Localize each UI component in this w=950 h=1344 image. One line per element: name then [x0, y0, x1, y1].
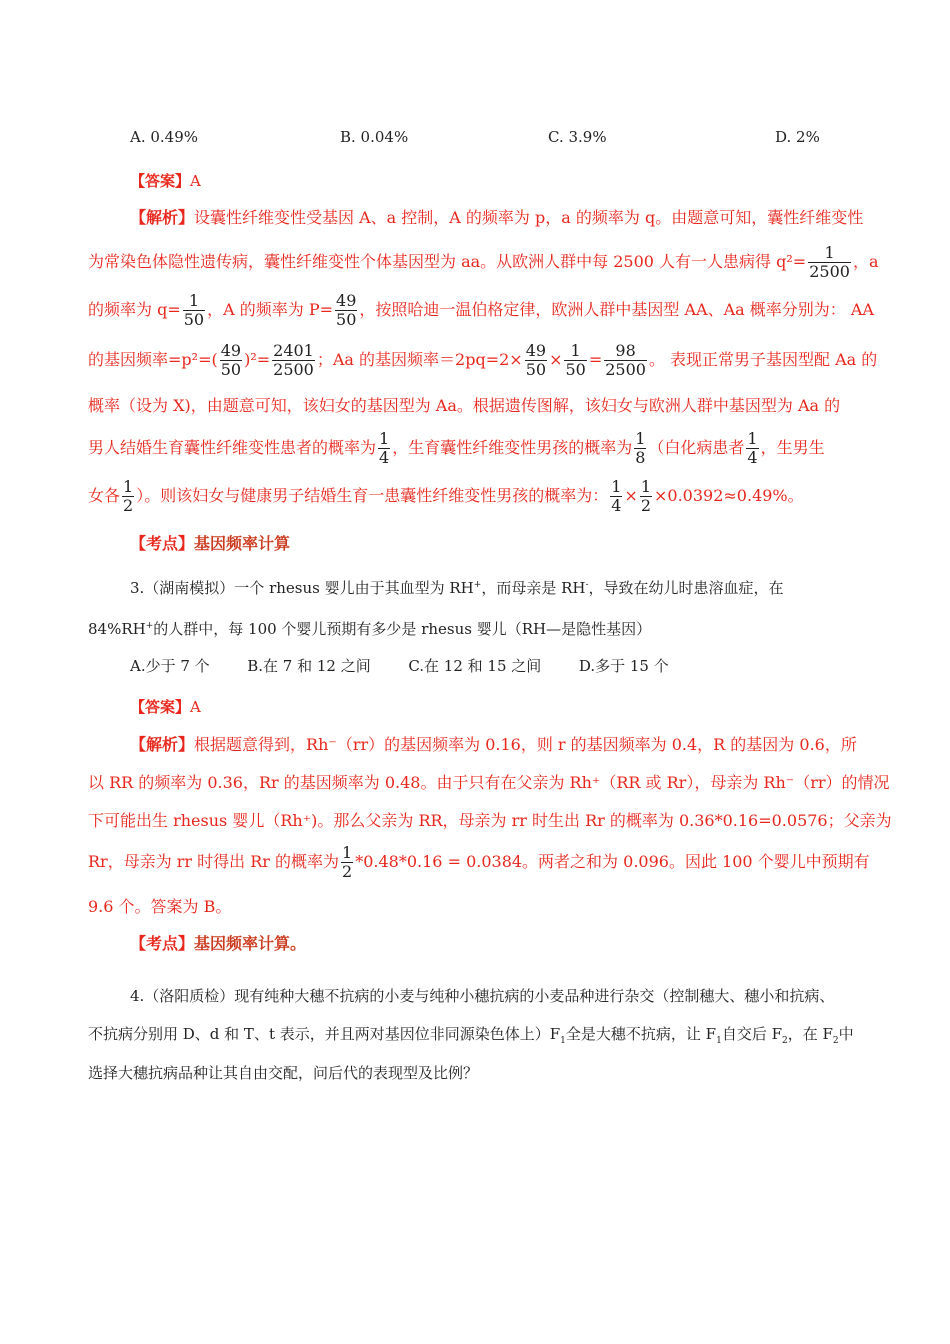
option-b: B. 0.04%	[340, 128, 409, 146]
fraction: $\frac{1}{50}$	[565, 341, 586, 379]
analysis-line-5: 概率（设为 X)，由题意可知，该妇女的基因型为 Aa。根据遗传图解，该妇女与欧洲人群中基因型为 Aa 的	[88, 396, 841, 415]
analysis-tag: 【解析】	[130, 208, 195, 227]
knowledge-point-text: 基因频率计算	[194, 534, 291, 553]
answer-line	[130, 697, 201, 717]
option-b: B.在 7 和 12 之间	[247, 657, 371, 675]
knowledge-point-line	[130, 534, 290, 554]
question-4-line-1: 4.（洛阳质检）现有纯种大穗不抗病的小麦与纯种小穗抗病的小麦品种进行杂交（控制穗大、穗小和抗病、	[130, 987, 835, 1005]
analysis-tag: 【解析】	[130, 735, 195, 754]
question-4-line-3: 选择大穗抗病品种让其自由交配，问后代的表现型及比例？	[88, 1064, 479, 1082]
analysis-line-2	[88, 242, 878, 282]
analysis-line-3: 下可能出生 rhesus 婴儿（Rh⁺)。那么父亲为 RR，母亲为 rr 时生出 Rr 的概率为 0.36*0.16=0.0576；父亲为	[88, 811, 892, 830]
option-c: C.在 12 和 15 之间	[408, 657, 542, 675]
fraction: $\frac{2401}{2500}$	[273, 341, 314, 379]
fraction: $\frac{98}{2500}$	[605, 341, 646, 379]
knowledge-point-text: 基因频率计算。	[194, 934, 307, 953]
option-a: A.少于 7 个	[130, 657, 210, 675]
answer-value: A	[190, 172, 201, 190]
fraction: $\frac{1}{4}$	[747, 429, 758, 467]
fraction: $\frac{1}{50}$	[183, 291, 205, 329]
option-c: C. 3.9%	[548, 128, 607, 146]
knowledge-point-tag: 【考点】	[130, 534, 195, 553]
option-d: D. 2%	[775, 128, 820, 146]
analysis-line-7: 女各 $\frac{1}{2}$ ）。则该妇女与健康男子结婚生育一患囊性纤维变性男孩的概率为： $\frac{1}{4}$ × $\frac{1}{2}$ ×0.0392≈0.49%。	[88, 477, 804, 515]
fraction: $\frac{1}{2500}$	[809, 243, 850, 281]
analysis-line-5: 9.6 个。答案为 B。	[88, 897, 232, 916]
analysis-line-1	[130, 208, 863, 228]
answer-tag: 【答案】	[130, 698, 191, 716]
fraction: $\frac{1}{2}$	[342, 843, 353, 881]
fraction: $\frac{49}{50}$	[336, 291, 357, 329]
option-d: D.多于 15 个	[578, 657, 669, 675]
fraction: $\frac{1}{4}$	[611, 477, 622, 515]
knowledge-point-tag: 【考点】	[130, 934, 195, 953]
analysis-line-3: 的频率为 q= $\frac{1}{50}$ ，A 的频率为 P= $\frac{49}{50}$ ，按照哈迪一温伯格定律，欧洲人群中基因型 AA、Aa 概率分别为： AA	[88, 291, 874, 329]
analysis-line-6: 男人结婚生育囊性纤维变性患者的概率为 $\frac{1}{4}$ ，生育囊性纤维变性男孩的概率为 $\frac{1}{8}$ （白化病患者 $\frac{1}{4}$ ，生男生	[88, 429, 825, 467]
answer-line	[130, 171, 201, 191]
analysis-line-1: 【解析】根据题意得到，Rh⁻（rr）的基因频率为 0.16，则 r 的基因频率为 0.4，R 的基因为 0.6，所	[130, 735, 857, 754]
fraction: $\frac{1}{8}$	[635, 429, 646, 467]
analysis-line-2: 以 RR 的频率为 0.36，Rr 的基因频率为 0.48。由于只有在父亲为 Rh⁺（RR 或 Rr），母亲为 Rh⁻（rr）的情况	[88, 773, 890, 792]
option-a: A. 0.49%	[130, 128, 199, 146]
question-3-stem-1: 3.（湖南模拟）一个 rhesus 婴儿由于其血型为 RH+，而母亲是 RH-，导致在幼儿时患溶血症，在	[130, 579, 784, 597]
fraction: $\frac{49}{50}$	[220, 341, 242, 379]
knowledge-point-line	[130, 934, 306, 954]
analysis-line-4: 的基因频率=p²=( $\frac{49}{50}$ )²= $\frac{2401}{2500}$ ；Aa 的基因频率＝2pq=2× $\frac{49}{50}$ × $\frac{1}{50}$ = $\frac{98}{2500}$ 。 表现正常男子基因型配 Aa 的	[88, 341, 878, 379]
fraction: $\frac{1}{2}$	[640, 477, 651, 515]
answer-tag: 【答案】	[130, 172, 191, 190]
question-3-options	[130, 656, 669, 676]
fraction: $\frac{1}{4}$	[379, 429, 390, 467]
fraction: $\frac{1}{2}$	[123, 477, 134, 515]
analysis-text-2: 为常染色体隐性遗传病，囊性纤维变性个体基因型为 aa。从欧洲人群中每 2500 人有一人患病得 q²=	[88, 252, 807, 271]
analysis-text-2-tail: ，a	[852, 252, 879, 271]
question-3-stem-2: 84%RH+的人群中，每 100 个婴儿预期有多少是 rhesus 婴儿（RH—是隐性基因）	[88, 620, 652, 638]
question-4-line-2: 不抗病分别用 D、d 和 T、t 表示，并且两对基因位非同源染色体上）$F_1$全是大穗不抗病，让 $F_1$自交后 $F_2$，在 $F_2$中	[88, 1025, 854, 1046]
fraction: $\frac{49}{50}$	[525, 341, 547, 379]
analysis-line-4: Rr，母亲为 rr 时得出 Rr 的概率为 $\frac{1}{2}$ *0.48*0.16 = 0.0384。两者之和为 0.096。因此 100 个婴儿中预期有	[88, 843, 870, 881]
analysis-text-1: 设囊性纤维变性受基因 A、a 控制，A 的频率为 p，a 的频率为 q。由题意可知，囊性纤维变性	[194, 208, 864, 227]
answer-value: A	[190, 698, 201, 716]
